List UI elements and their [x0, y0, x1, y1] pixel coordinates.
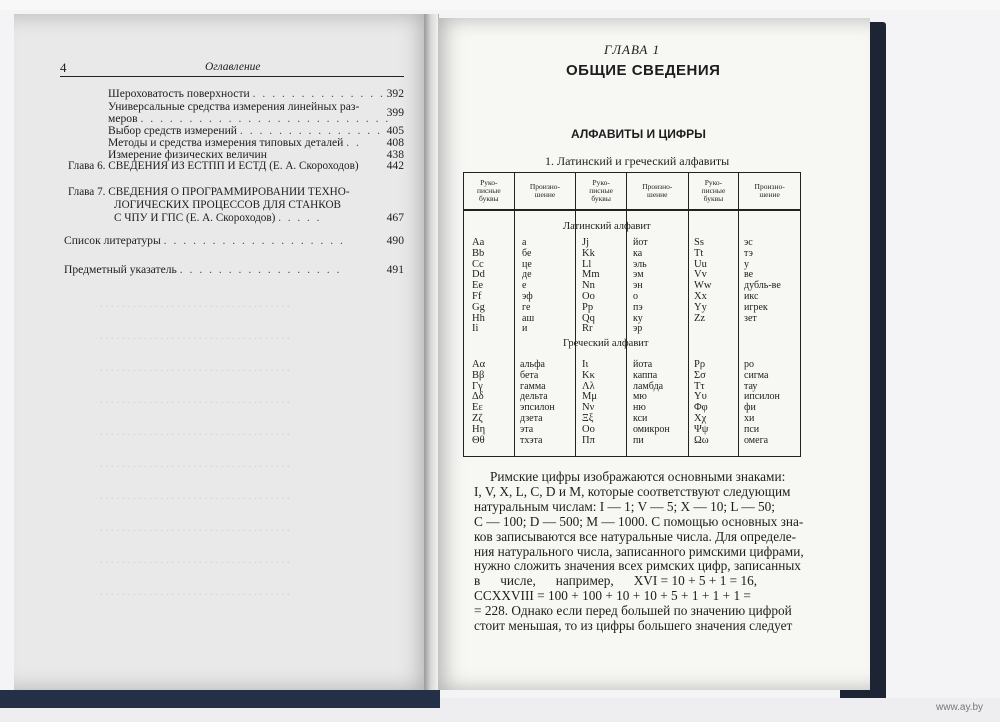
header-text: Произно- шение [642, 182, 673, 199]
book-gutter [424, 14, 438, 690]
latin-alphabet-label: Латинский алфавит [563, 221, 651, 232]
toc-entry-page: 438 [386, 148, 404, 161]
roman-numerals-paragraph [474, 470, 810, 634]
table-bottom-rule [463, 456, 801, 457]
dot-leader: . . . . . . . . . . . . . . . . . . . . . . . . . . [140, 112, 391, 125]
greek-names-1: альфа бета гамма дельта эпсилон дзета эта тхэта [520, 359, 555, 446]
ghost-line: . . . . . . . . . . . . . . . . . . . . . . . . . . . . . . . . . . . [100, 426, 290, 438]
toc-entry-text: Методы и средства измерения типовых деталей [108, 136, 344, 149]
ghost-line: . . . . . . . . . . . . . . . . . . . . . . . . . . . . . . . . . . . [100, 586, 290, 598]
paragraph-line: ков записываются все натуральные числа. Для определе- [474, 528, 797, 544]
toc-chapter [68, 186, 404, 198]
paragraph-line: = 228. Однако если перед большей по значению цифрой [474, 603, 792, 619]
column-header [514, 173, 576, 211]
latin-letters-2: Jj Kk Ll Mm Nn Oo Pp Qq Rr [582, 237, 600, 335]
toc-entry-text: ЛОГИЧЕСКИХ ПРОЦЕССОВ ДЛЯ СТАНКОВ [114, 199, 341, 211]
toc-entry-text: Универсальные средства измерения линейных раз- [108, 100, 360, 113]
toc-entry-page: 442 [386, 159, 404, 172]
toc-entry-page: 405 [386, 124, 404, 137]
column-header [464, 173, 515, 211]
dot-leader: . . . . . . . . . . . . . . . . . [179, 263, 342, 276]
latin-names-1: а бе це де е эф ге аш и [522, 237, 535, 335]
ghost-line: . . . . . . . . . . . . . . . . . . . . . . . . . . . . . . . . . . . [100, 554, 290, 566]
paragraph-line: C — 100; D — 500; M — 1000. С помощью основных зна- [474, 513, 804, 529]
ghost-line: . . . . . . . . . . . . . . . . . . . . . . . . . . . . . . . . . . . [100, 522, 290, 534]
column-header [688, 173, 739, 211]
dot-leader: . . [346, 136, 361, 149]
greek-letters-1: Αα Ββ Γγ Δδ Εε Ζζ Ηη Θθ [472, 359, 486, 446]
ghost-line: . . . . . . . . . . . . . . . . . . . . . . . . . . . . . . . . . . . [100, 394, 290, 406]
dot-leader: . . . . . . . . . . . . . . [252, 87, 385, 100]
book-cover-bottom-blue [0, 690, 440, 708]
column-header [739, 173, 801, 211]
toc-entry-text: Предметный указатель [64, 263, 177, 276]
chapter-title: ОБЩИЕ СВЕДЕНИЯ [566, 62, 721, 79]
toc-entry-page: 491 [386, 263, 404, 276]
ghost-line: . . . . . . . . . . . . . . . . . . . . . . . . . . . . . . . . . . . [100, 362, 290, 374]
toc-entry-text: Глава 6. СВЕДЕНИЯ ИЗ ЕСТПП И ЕСТД (Е. А. Скороходов) [68, 160, 359, 172]
paragraph-line: нужно сложить значения всех римских цифр, записанных [474, 558, 801, 574]
dot-leader: . . . . . . . . . . . . . . . [239, 124, 382, 137]
header-text: Произно- шение [529, 182, 561, 199]
toc-entry-page: 467 [386, 211, 404, 224]
header-rule [60, 76, 404, 77]
header-text: Руко- писные буквы [476, 178, 501, 203]
header-text: Руко- писные буквы [701, 178, 726, 203]
toc-entry-text: Шероховатость поверхности [108, 87, 250, 100]
paragraph-line: в числе, например, XVI = 10 + 5 + 1 = 16, [474, 573, 758, 589]
latin-names-3: эс тэ у ве дубль-ве икс игрек зет [744, 237, 781, 324]
toc-entry-page: 490 [386, 234, 404, 247]
greek-names-2: йота каппа ламбда мю ню кси омикрон пи [633, 359, 670, 446]
running-head: Оглавление [205, 61, 261, 73]
chapter-label: ГЛАВА 1 [604, 42, 661, 57]
toc-entry-page: 399 [386, 106, 404, 119]
latin-letters-1: Aa Bb Cc Dd Ee Ff Gg Hh Ii [472, 237, 485, 335]
toc-entry-text: Измерение физических величин [108, 148, 267, 161]
greek-alphabet-label: Греческий алфавит [563, 338, 649, 349]
toc-entry [64, 235, 404, 247]
dot-leader: . . . . . [278, 212, 322, 224]
greek-letters-3: Ρρ Σσ Ττ Υυ Φφ Χχ Ψψ Ωω [694, 359, 709, 446]
toc-entry [64, 264, 404, 276]
toc-entry-page: 392 [386, 87, 404, 100]
paragraph-line: Римские цифры изображаются основными знаками: [490, 469, 786, 484]
ghost-line: . . . . . . . . . . . . . . . . . . . . . . . . . . . . . . . . . . . [100, 330, 290, 342]
section-title: АЛФАВИТЫ И ЦИФРЫ [571, 127, 706, 141]
toc-entry-text: Глава 7. СВЕДЕНИЯ О ПРОГРАММИРОВАНИИ ТЕХНО- [68, 186, 350, 198]
column-header [576, 173, 627, 211]
cover-edge-top [0, 0, 1000, 10]
latin-names-2: йот ка эль эм эн о пэ ку эр [633, 237, 648, 335]
toc-chapter [68, 160, 404, 172]
ghost-line: . . . . . . . . . . . . . . . . . . . . . . . . . . . . . . . . . . . [100, 490, 290, 502]
toc-entry-text: меров [108, 112, 138, 125]
paragraph-line: натуральным числам: I — 1; V — 5; X — 10; L — 50; [474, 498, 775, 514]
paragraph-line: I, V, X, L, C, D и M, которые соответствуют следующим [474, 483, 791, 499]
toc-entry-text: С ЧПУ И ГПС (Е. А. Скороходов) [114, 212, 276, 224]
header-text: Произно- шение [754, 182, 785, 199]
greek-names-3: ро сигма тау ипсилон фи хи пси омега [744, 359, 780, 446]
table-header-row [464, 173, 801, 211]
column-header [626, 173, 688, 211]
ghost-line: . . . . . . . . . . . . . . . . . . . . . . . . . . . . . . . . . . . [100, 458, 290, 470]
toc-entry-text: Список литературы [64, 234, 161, 247]
subsection-title: 1. Латинский и греческий алфавиты [545, 154, 730, 168]
paragraph-line: ния натурального числа, записанного римскими цифрами, [474, 543, 804, 559]
paragraph-line: стоит меньшая, то из цифры большего значения следует [474, 618, 793, 634]
toc-chapter [114, 212, 404, 224]
toc-entry-text: Выбор средств измерений [108, 124, 237, 137]
latin-letters-3: Ss Tt Uu Vv Ww Xx Yy Zz [694, 237, 712, 324]
header-text: Руко- писные буквы [589, 178, 613, 203]
greek-letters-2: Ιι Κκ Λλ Μμ Νν Ξξ Οο Ππ [582, 359, 597, 446]
watermark: www.ay.by [936, 702, 984, 713]
dot-leader: . . . . . . . . . . . . . . . . . . . [163, 234, 345, 247]
ghost-line: . . . . . . . . . . . . . . . . . . . . . . . . . . . . . . . . . . . [100, 298, 290, 310]
paragraph-line: CCXXVIII = 100 + 100 + 10 + 10 + 5 + 1 + 1 + 1 = [474, 588, 751, 604]
page-number: 4 [60, 60, 67, 75]
toc-entry [108, 88, 404, 100]
toc-entry-page: 408 [386, 136, 404, 149]
toc-chapter [114, 199, 404, 211]
